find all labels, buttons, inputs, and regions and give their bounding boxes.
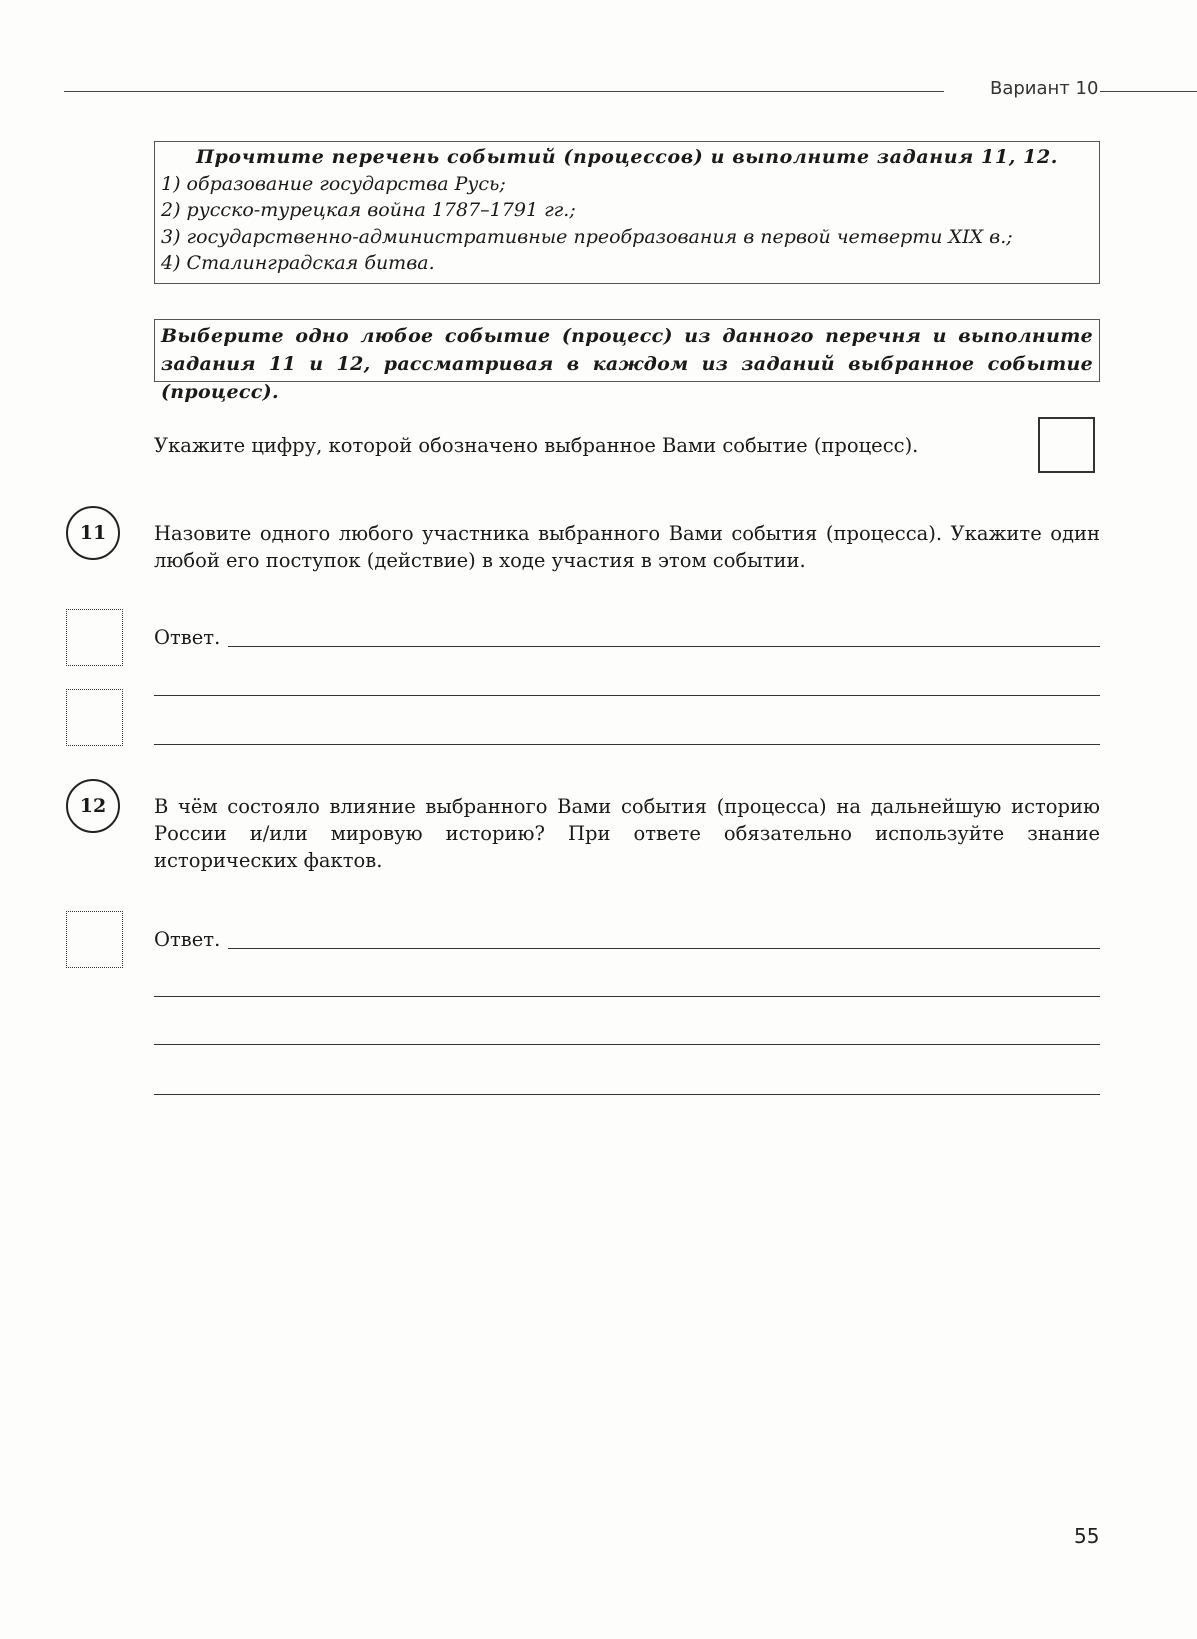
score-box-12 — [66, 911, 123, 968]
event-item-4: 4) Сталинградская битва. — [161, 252, 435, 274]
task-12-answer-line[interactable] — [154, 996, 1100, 997]
task-11-text: Назовите одного любого участника выбранного Вами события (процесса). Укажите один любой его поступок (действие) в ходе участия в этом событии. — [154, 522, 1100, 572]
task-11-number: 11 — [66, 506, 120, 560]
event-item-1: 1) образование государства Русь; — [161, 172, 506, 195]
score-box-11-2 — [66, 689, 123, 746]
choose-event-prompt: Укажите цифру, которой обозначено выбранное Вами событие (процесс). — [154, 434, 919, 457]
task-12-text: В чём состояло влияние выбранного Вами события (процесса) на дальнейшую историю России и/или мировую историю? При ответе обязательно используйте знание исторических фактов. — [154, 795, 1100, 872]
task-11-answer-line[interactable] — [154, 695, 1100, 696]
task-12-number: 12 — [66, 779, 120, 833]
header-rule-left — [64, 91, 944, 92]
instruction-box: Выберите одно любое событие (процесс) из данного перечня и выполните задания 11 и 12, рассматривая в каждом из заданий выбранное событие (процесс). — [154, 319, 1100, 382]
events-list-title: Прочтите перечень событий (процессов) и выполните задания 11, 12. — [195, 146, 1058, 168]
page-number: 55 — [1074, 1524, 1100, 1548]
task-12-answer-line[interactable] — [154, 1094, 1100, 1095]
events-list-box — [154, 141, 1100, 284]
task-11-answer-line[interactable] — [228, 646, 1100, 647]
header-rule-right — [1100, 91, 1197, 92]
event-number-answer-box[interactable] — [1038, 417, 1095, 473]
task-12-answer-line[interactable] — [154, 1044, 1100, 1045]
task-11-answer-line[interactable] — [154, 744, 1100, 745]
event-item-3: 3) государственно-административные преобразования в первой четверти XIX в.; — [161, 225, 1013, 248]
variant-label: Вариант 10 — [990, 78, 1099, 99]
task-12-answer-line[interactable] — [228, 948, 1100, 949]
score-box-11-1 — [66, 609, 123, 666]
event-item-2: 2) русско-турецкая война 1787–1791 гг.; — [161, 199, 576, 221]
task-12-answer-label: Ответ. — [154, 928, 221, 951]
task-11-answer-label: Ответ. — [154, 626, 221, 649]
